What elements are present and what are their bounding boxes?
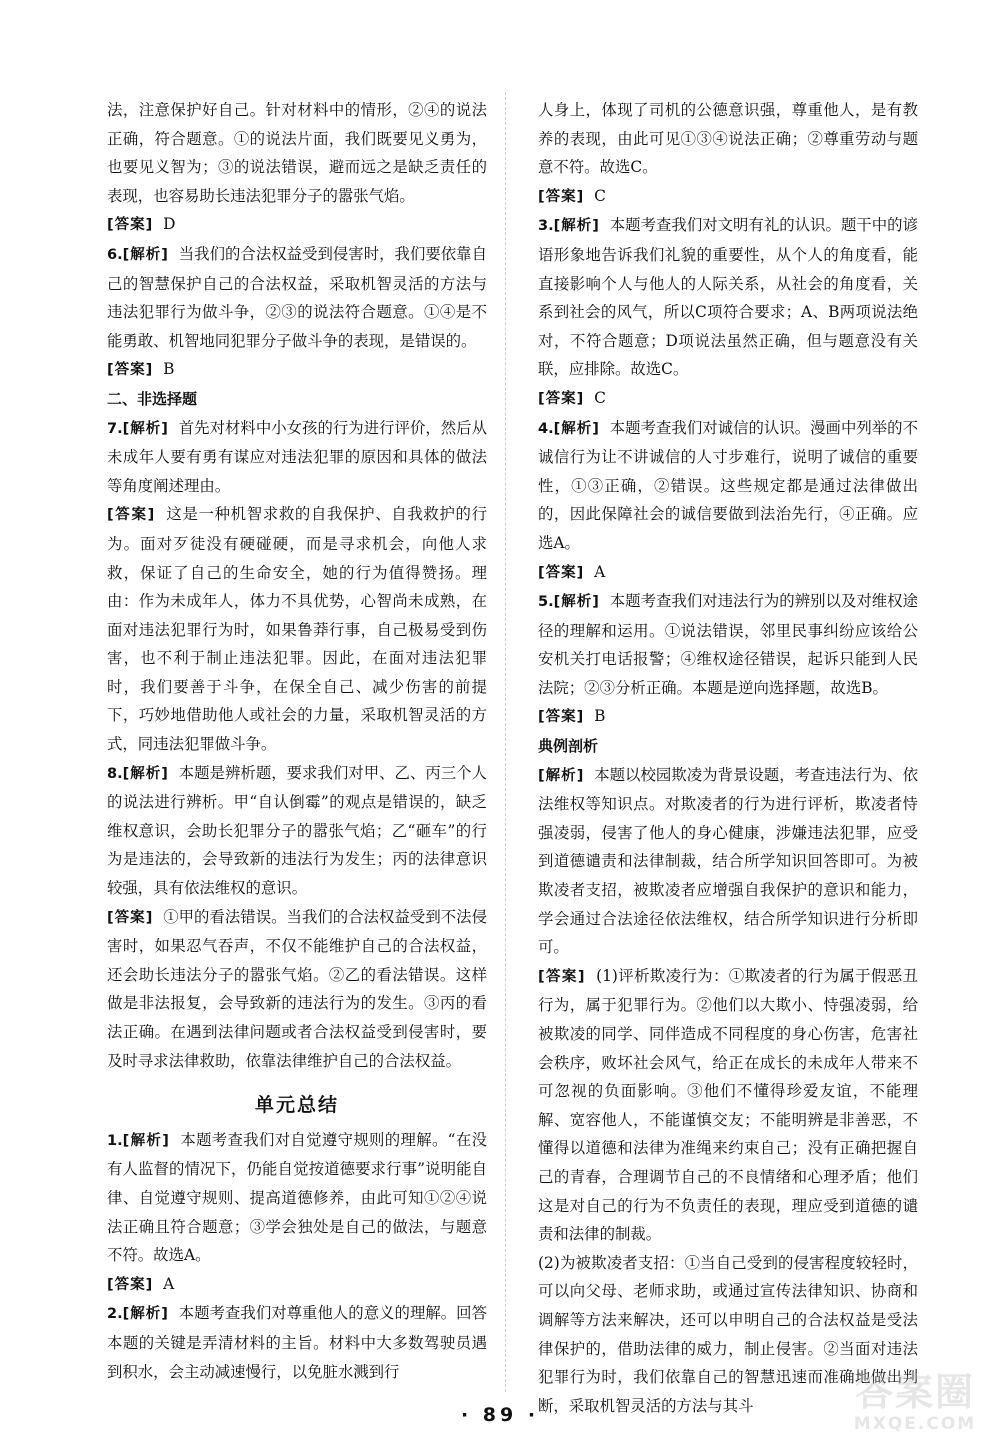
question-7 [107,414,487,501]
case-analysis-heading: 典例剖析 [538,737,599,756]
summary-question-5 [538,587,918,702]
answer-tag: [答案] [107,362,154,379]
answer-tag: [答案] [107,217,154,234]
watermark-logo [840,1370,990,1440]
paragraph-continuation: 人身上，体现了司机的公德意识强，尊重他人，是有教养的表现，由此可见①③④说法正确；②尊重劳动与题意不符。故选C。 [538,101,918,177]
answer-text: ①甲的看法错误。当我们的合法权益受到不法侵害时，如果忍气吞声，不仅不能维护自己的合法权益，还会助长违法分子的嚣张气焰。②乙的看法错误。这样做是非法报复，会导致新的违法行为的发生。③丙的看法正确。在遇到法律问题或者合法权益受到侵害时，要及时寻求法律救助，依靠法律维护自己的合法权益。 [107,907,487,1070]
answer-value: C [594,388,606,407]
question-number: 4. [538,420,554,437]
analysis-tag: [解析] [122,420,169,437]
analysis-tag: [解析] [122,1306,169,1323]
analysis-text: 本题考查我们对文明有礼的认识。题干中的谚语形象地告诉我们礼貌的重要性，从个人的角度看，能直接影响个人与他人的人际关系，从社会的角度看，关系到社会的风气，所以C项符合要求；A、B两项说法绝对，不符合题意；D项说法虽然正确，但与题意没有关联，应排除。故选C。 [538,216,918,379]
answer-value: B [594,707,606,726]
watermark-text-top: 答案圈 [854,1370,975,1414]
case-analysis [538,761,918,962]
section-heading: 二、非选择题 [107,389,198,408]
answer-text: 这是一种机智求救的自我保护、自我救护的行为。面对歹徒没有硬碰硬，而是寻求机会，向他人求救，保证了自己的生命安全，她的行为值得赞扬。理由：作为未成年人，体力不具优势，心智尚未成熟，在面对违法犯罪行为时，如果鲁莽行事，自己极易受到伤害，也不利于制止违法犯罪。因此，在面对违法犯罪时，我们要善于斗争，在保全自己、减少伤害的前提下，巧妙地借助他人或社会的力量，采取机智灵活的方式，同违法犯罪做斗争。 [107,505,487,754]
answer-line [107,355,487,385]
answer-line [107,210,487,240]
answer-value: A [163,1274,175,1293]
analysis-tag: [解析] [122,765,169,782]
answer-block [107,500,487,758]
analysis-text: 本题考查我们对诚信的认识。漫画中列举的不诚信行为让不讲诚信的人寸步难行，说明了诚信的重要性，①③正确，②错误。这些规定都是通过法律做出的，因此保障社会的诚信要做到法治先行，④正确。应选A。 [538,418,918,552]
summary-question-1 [107,1126,487,1270]
answer-line [538,558,918,588]
question-number: 5. [538,594,554,611]
question-number: 2. [107,1306,123,1323]
answer-value: B [163,360,175,379]
page-number: · 89 · [460,1404,540,1426]
analysis-text: 首先对材料中小女孩的行为进行评价，然后从未成年人要有勇有谋应对违法犯罪的原因和具体的做法等角度阐述理由。 [107,418,487,495]
answer-tag: [答案] [107,507,156,524]
answer-line [538,384,918,414]
summary-question-3 [538,211,918,384]
answer-value: A [594,562,606,581]
analysis-tag: [解析] [553,218,600,235]
answer-tag: [答案] [107,909,154,926]
case-answer-part-2: (2)为被欺凌者支招：①当自己受到的侵害程度较轻时，可以向父母、老师求助，或通过宣传法律知识、协商和调解等方法来解决，还可以申明自己的合法权益是受法律保护的，借助法律的威力，制止侵害。②当面对违法犯罪行为时，我们依靠自己的智慧迅速而准确地做出判断，采取机智灵活的方法与其斗 [538,1253,918,1415]
answer-tag: [答案] [107,1276,154,1293]
analysis-text: 本题以校园欺凌为背景设题，考查违法行为、依法维权等知识点。对欺凌者的行为进行评析，欺凌者恃强凌弱，侵害了他人的身心健康，涉嫌违法犯罪，应受到道德谴责和法律制裁，结合所学知识回答即可。为被欺凌者支招，被欺凌者应增强自我保护的意识和能力，学会通过合法途径依法维权，结合所学知识进行分析即可。 [538,765,918,957]
right-column [538,96,918,1420]
case-answer [538,962,918,1249]
paragraph-continuation: 法，注意保护好自己。针对材料中的情形，②④的说法正确，符合题意。①的说法片面，我们既要见义勇为，也要见义智为；③的说法错误，避而远之是缺乏责任的表现，也容易助长违法犯罪分子的嚣张气焰。 [107,101,487,205]
answer-block [107,903,487,1076]
analysis-tag: [解析] [538,767,585,784]
answer-text: (1)评析欺凌行为：①欺凌者的行为属于假恶丑行为，属于犯罪行为。②他们以大欺小、恃强凌弱，给被欺凌的同学、同伴造成不同程度的身心伤害，危害社会秩序，败坏社会风气，给正在成长的未成年人带来不可忽视的负面影响。③他们不懂得珍爱友谊，不能理解、宽容他人，不能谨慎交友；不能明辨是非善恶，不懂得以道德和法律为准绳来约束自己；没有正确把握自己的青春，合理调节自己的不良情绪和心理矛盾；他们这是对自己的行为不负责任的表现，理应受到道德的谴责和法律的制裁。 [538,966,918,1244]
analysis-text: 本题是辨析题，要求我们对甲、乙、丙三个人的说法进行辨析。甲“自认倒霉”的观点是错误的，缺乏维权意识，会助长犯罪分子的嚣张气焰；乙“砸车”的行为是违法的，会导致新的违法行为发生；丙的法律意识较强，具有依法维权的意识。 [107,763,487,898]
question-number: 1. [107,1132,123,1149]
question-number: 6. [107,246,123,263]
analysis-text: 本题考查我们对违法行为的辨别以及对维权途径的理解和运用。①说法错误，邻里民事纠纷应该给公安机关打电话报警；④维权途径错误，起诉只能到人民法院；②③分析正确。本题是逆向选择题，故选B。 [538,592,918,697]
answer-tag: [答案] [538,390,585,407]
answer-tag: [答案] [538,709,585,726]
question-number: 7. [107,420,123,437]
analysis-tag: [解析] [122,246,169,263]
unit-summary-title: 单元总结 [254,1094,339,1117]
answer-tag: [答案] [538,968,586,985]
analysis-text: 本题考查我们对自觉遵守规则的理解。“在没有人监督的情况下，仍能自觉按道德要求行事”说明能自律、自觉遵守规则、提高道德修养，由此可知①②④说法正确且符合题意；③学会独处是自己的做法，与题意不符。故选A。 [107,1130,487,1265]
analysis-text: 当我们的合法权益受到侵害时，我们要依靠自己的智慧保护自己的合法权益，采取机智灵活的方法与违法犯罪行为做斗争，②③的说法符合题意。①④是不能勇敢、机智地同犯罪分子做斗争的表现，是错误的。 [107,244,487,350]
answer-line [107,1270,487,1300]
analysis-text: 本题考查我们对尊重他人的意义的理解。回答本题的关键是弄清材料的主旨。材料中大多数驾驶员遇到积水，会主动减速慢行，以免脏水溅到行 [107,1304,487,1381]
watermark-text-bottom: MXQE.COM [853,1414,977,1434]
answer-value: C [594,186,606,205]
analysis-tag: [解析] [122,1132,170,1149]
summary-question-2 [107,1299,487,1386]
question-6 [107,240,487,355]
question-number: 3. [538,218,554,235]
column-divider [505,92,506,1392]
answer-line [538,702,918,732]
summary-question-4 [538,414,918,558]
left-column [107,96,487,1386]
answer-line [538,182,918,212]
question-number: 8. [107,765,123,782]
answer-tag: [答案] [538,188,585,205]
answer-tag: [答案] [538,564,585,581]
analysis-tag: [解析] [553,594,600,611]
analysis-tag: [解析] [553,420,600,437]
question-8 [107,759,487,903]
answer-value: D [163,215,176,234]
